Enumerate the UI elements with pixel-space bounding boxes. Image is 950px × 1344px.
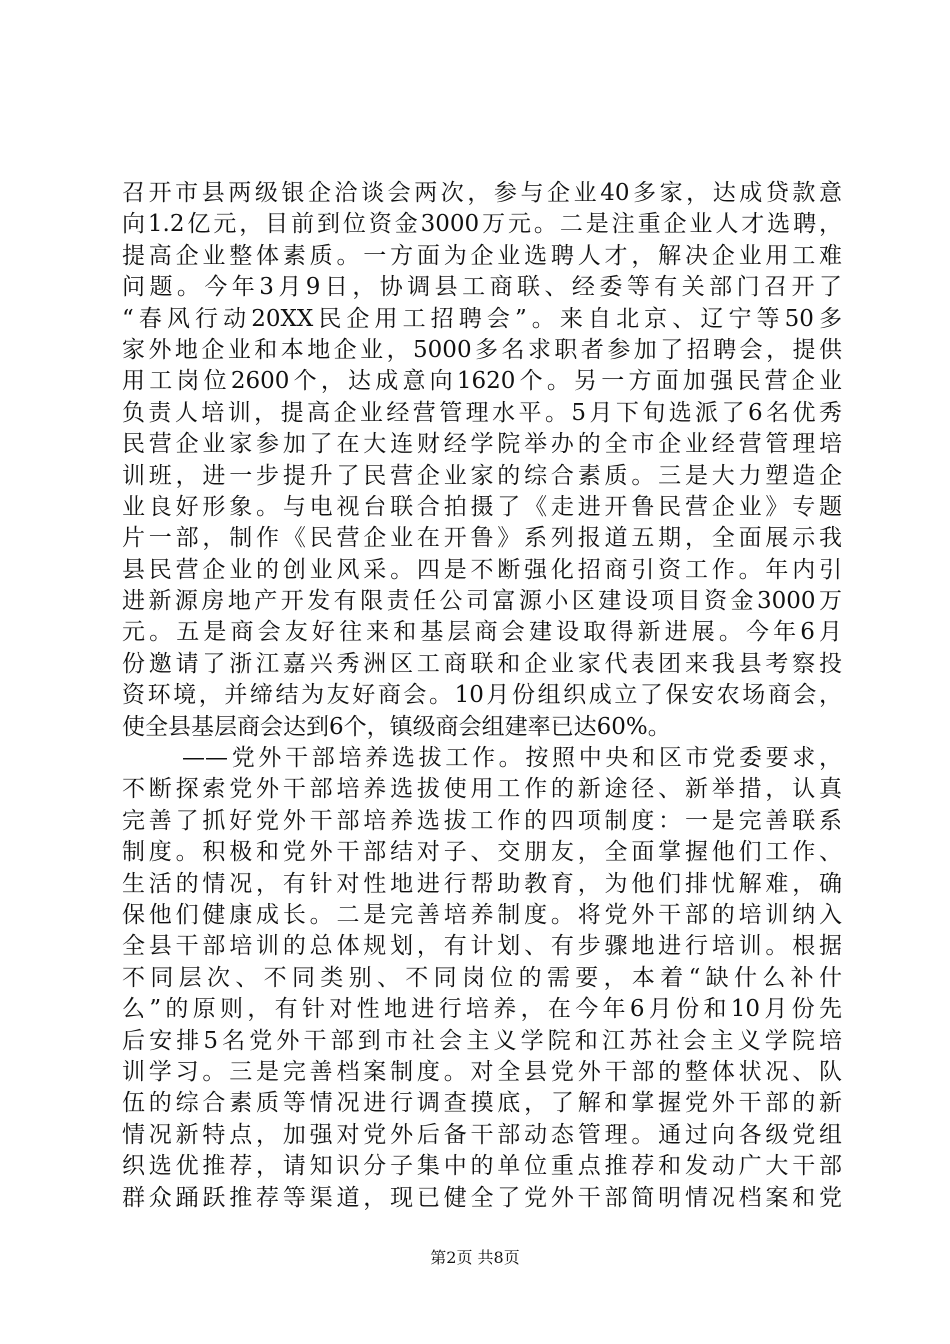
text-line: 县民营企业的创业风采。四是不断强化招商引资工作。年内引 <box>122 556 842 583</box>
page-number-footer: 第2页 共8页 <box>430 1248 520 1267</box>
text-line: 使全县基层商会达到6个，镇级商会组建率已达60%。 <box>122 713 671 740</box>
text-line: 全县干部培训的总体规划，有计划、有步骤地进行培训。根据 <box>122 933 842 960</box>
text-line: 生活的情况，有针对性地进行帮助教育，为他们排忧解难，确 <box>122 870 842 897</box>
text-line: “春风行动20XX民企用工招聘会”。来自北京、辽宁等50多 <box>122 305 842 332</box>
text-line: 片一部，制作《民营企业在开鲁》系列报道五期，全面展示我 <box>122 525 842 552</box>
text-line: 伍的综合素质等情况进行调查摸底，了解和掌握党外干部的新 <box>122 1090 842 1117</box>
text-line: 后安排5名党外干部到市社会主义学院和江苏社会主义学院培 <box>122 1027 842 1054</box>
text-line: 情况新特点，加强对党外后备干部动态管理。通过向各级党组 <box>122 1121 842 1148</box>
text-line: 向1.2亿元，目前到位资金3000万元。二是注重企业人才选聘， <box>122 211 842 238</box>
text-line: 群众踊跃推荐等渠道，现已健全了党外干部简明情况档案和党 <box>122 1184 842 1211</box>
text-line: 民营企业家参加了在大连财经学院举办的全市企业经营管理培 <box>122 431 842 458</box>
text-line: 业良好形象。与电视台联合拍摄了《走进开鲁民营企业》专题 <box>122 493 842 520</box>
text-line: 问题。今年3月9日，协调县工商联、经委等有关部门召开了 <box>122 274 842 301</box>
text-line: 用工岗位2600个，达成意向1620个。另一方面加强民营企业 <box>122 368 842 395</box>
text-line: 份邀请了浙江嘉兴秀洲区工商联和企业家代表团来我县考察投 <box>122 650 842 677</box>
text-line: 家外地企业和本地企业，5000多名求职者参加了招聘会，提供 <box>122 336 842 363</box>
text-line: 不断探索党外干部培养选拔使用工作的新途径、新举措，认真 <box>122 776 842 803</box>
section-heading-line: ——党外干部培养选拔工作。按照中央和区市党委要求， <box>182 745 842 772</box>
text-line: 进新源房地产开发有限责任公司富源小区建设项目资金3000万 <box>122 588 842 615</box>
text-line: 保他们健康成长。二是完善培养制度。将党外干部的培训纳入 <box>122 901 842 928</box>
text-line: 提高企业整体素质。一方面为企业选聘人才，解决企业用工难 <box>122 242 842 269</box>
text-line: 训班，进一步提升了民营企业家的综合素质。三是大力塑造企 <box>122 462 842 489</box>
text-line: 么”的原则，有针对性地进行培养，在今年6月份和10月份先 <box>122 996 842 1023</box>
text-line: 资环境，并缔结为友好商会。10月份组织成立了保安农场商会， <box>122 682 842 709</box>
text-line: 元。五是商会友好往来和基层商会建设取得新进展。今年6月 <box>122 619 842 646</box>
text-line: 完善了抓好党外干部培养选拔工作的四项制度：一是完善联系 <box>122 807 842 834</box>
text-line: 织选优推荐，请知识分子集中的单位重点推荐和发动广大干部 <box>122 1153 842 1180</box>
text-line: 不同层次、不同类别、不同岗位的需要，本着“缺什么补什 <box>122 964 842 991</box>
text-line: 训学习。三是完善档案制度。对全县党外干部的整体状况、队 <box>122 1058 842 1085</box>
body-text <box>122 178 842 1214</box>
text-line: 制度。积极和党外干部结对子、交朋友，全面掌握他们工作、 <box>122 839 842 866</box>
text-line: 召开市县两级银企洽谈会两次，参与企业40多家，达成贷款意 <box>122 180 842 206</box>
text-line: 负责人培训，提高企业经营管理水平。5月下旬选派了6名优秀 <box>122 399 842 426</box>
